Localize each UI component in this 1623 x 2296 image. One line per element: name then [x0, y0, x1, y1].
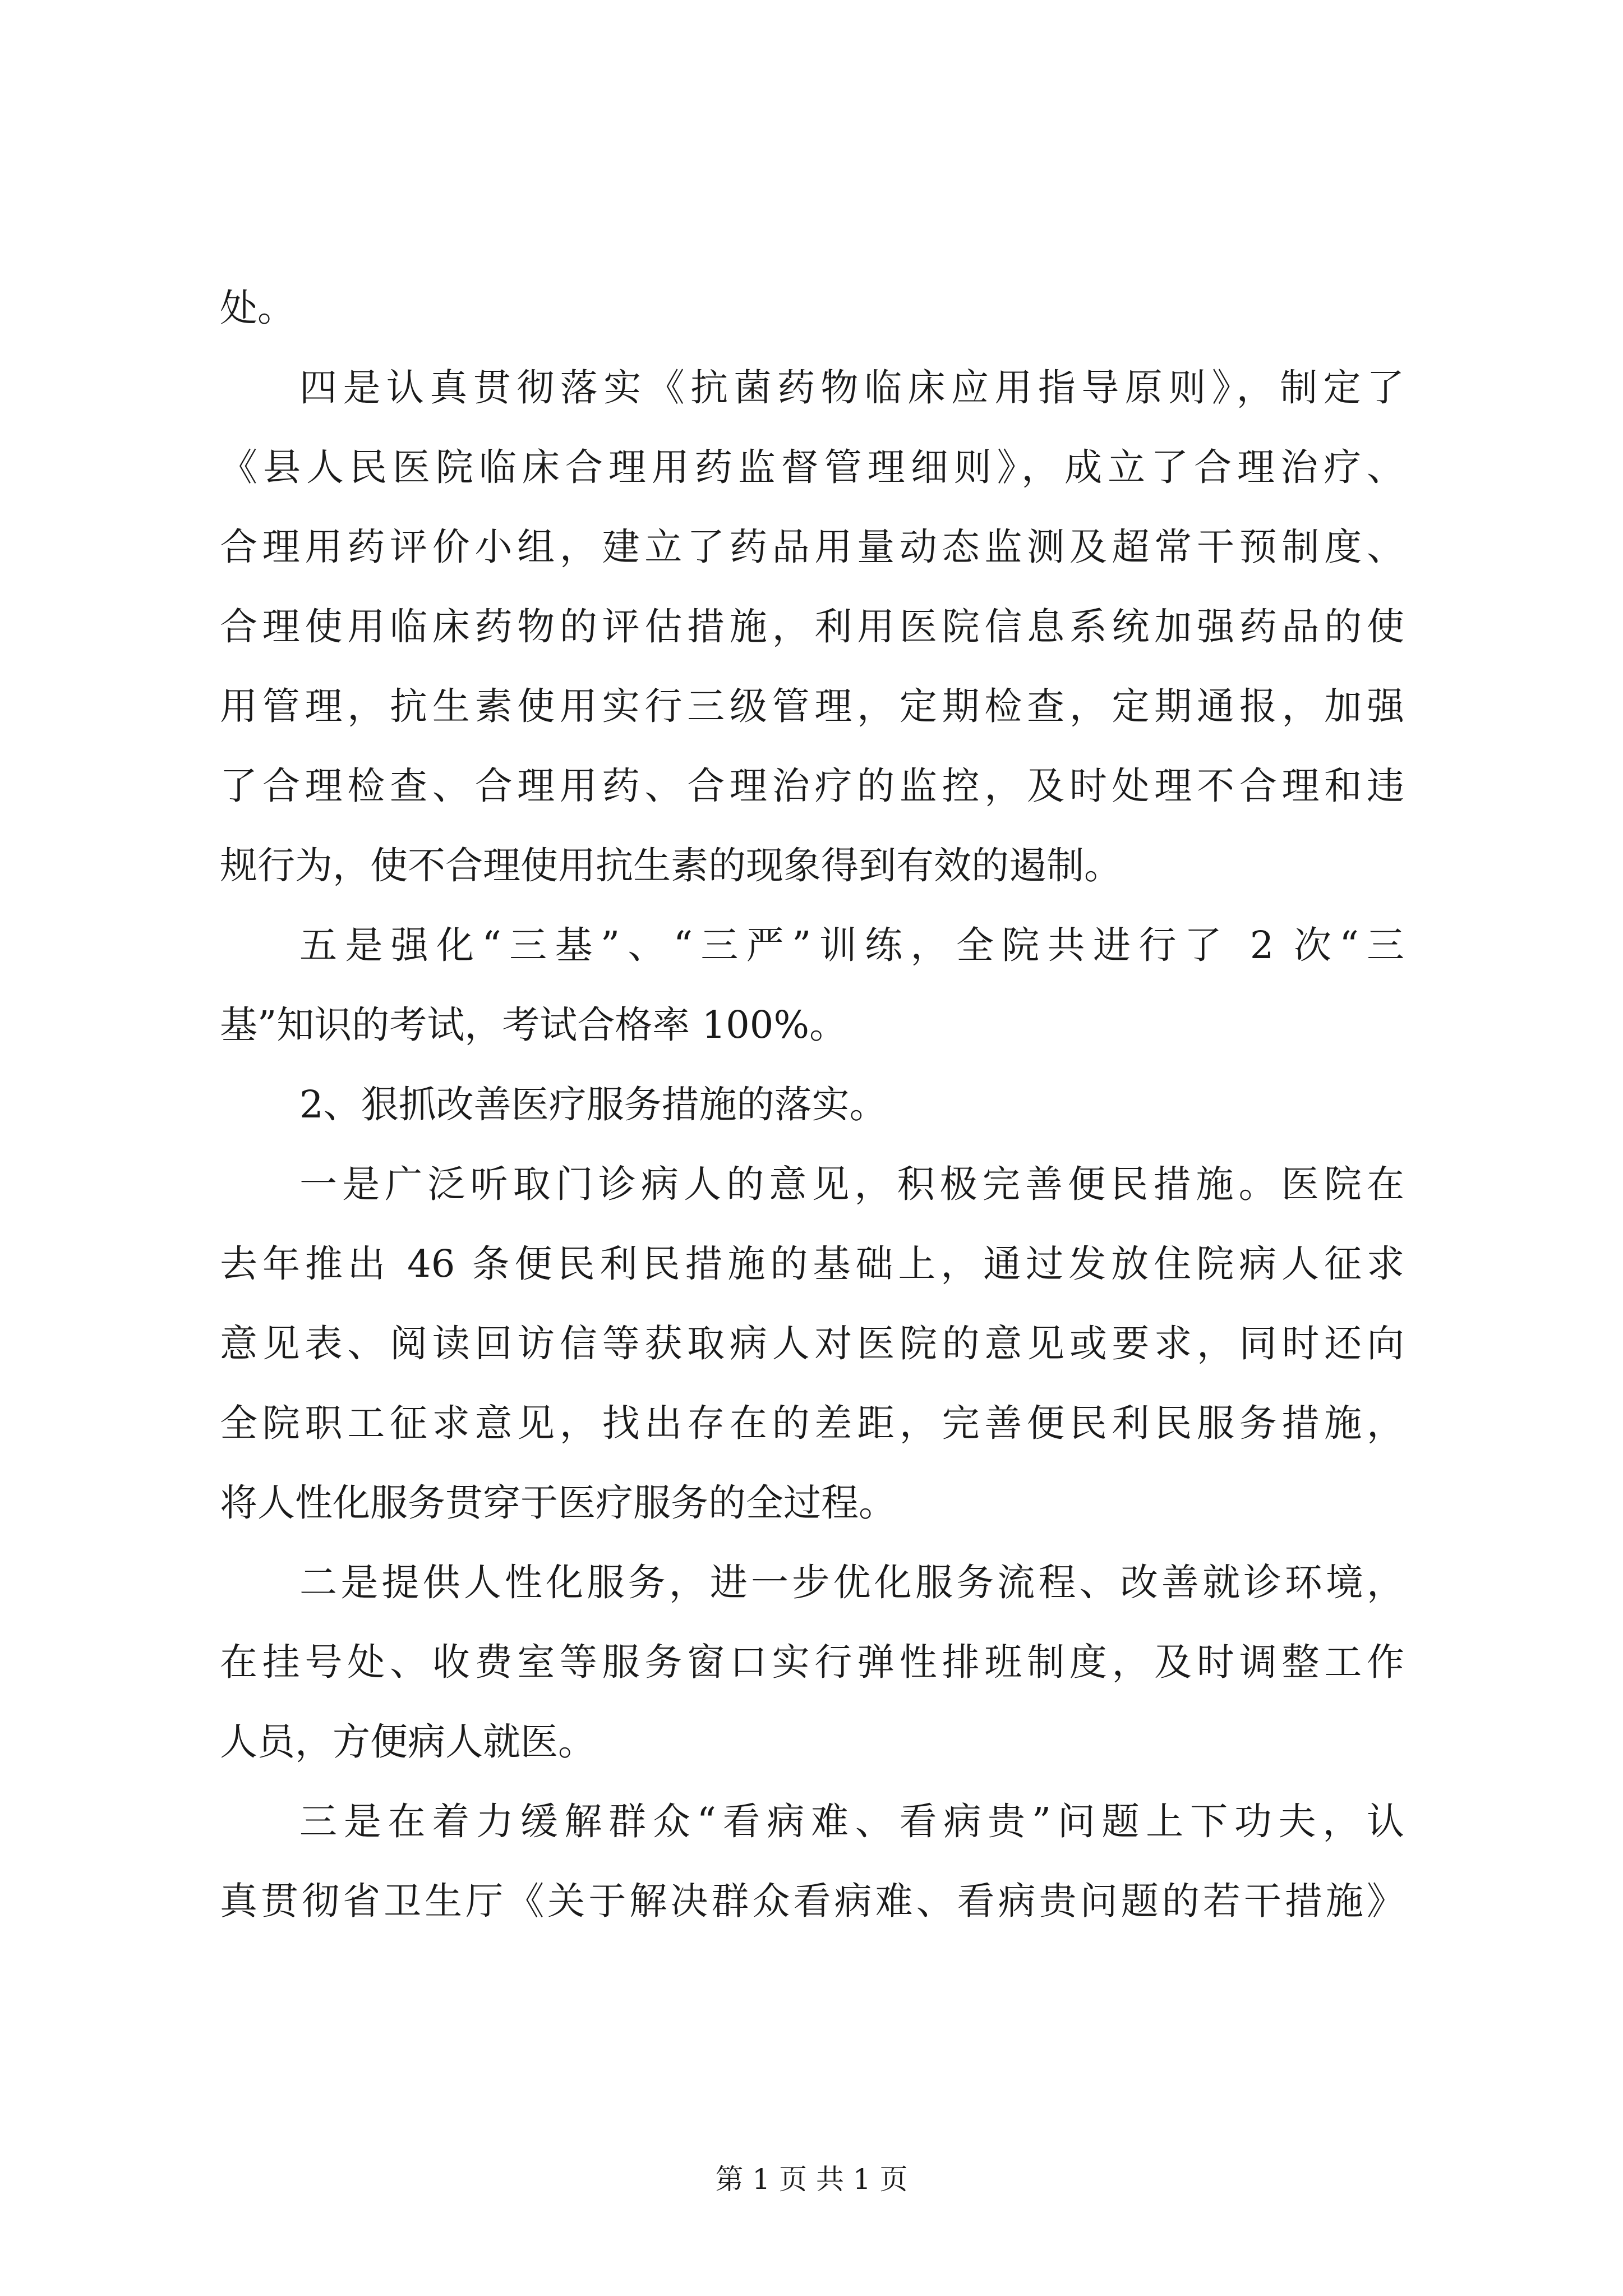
text-line: 去年推出 46 条便民利民措施的基础上，通过发放住院病人征求: [220, 1242, 1404, 1286]
text-line: 三是在着力缓解群众“看病难、看病贵”问题上下功夫，认: [299, 1800, 1404, 1843]
document-body: [220, 268, 1404, 1941]
text-line: 五是强化“三基”、“三严”训练，全院共进行了 2 次“三: [299, 923, 1404, 967]
text-line: 一是广泛听取门诊病人的意见，积极完善便民措施。医院在: [299, 1162, 1404, 1206]
text-line: 合理用药评价小组，建立了药品用量动态监测及超常干预制度、: [220, 525, 1404, 569]
text-line: 了合理检查、合理用药、合理治疗的监控，及时处理不合理和违: [220, 764, 1404, 808]
text-line: 在挂号处、收费室等服务窗口实行弹性排班制度，及时调整工作: [220, 1640, 1404, 1684]
text-line: 用管理，抗生素使用实行三级管理，定期检查，定期通报，加强: [220, 684, 1404, 728]
text-line: 2、狠抓改善医疗服务措施的落实。: [299, 1083, 887, 1126]
text-line: 意见表、阅读回访信等获取病人对医院的意见或要求，同时还向: [220, 1322, 1404, 1365]
text-line: 处。: [220, 286, 295, 330]
text-line: 真贯彻省卫生厅《关于解决群众看病难、看病贵问题的若干措施》: [220, 1879, 1404, 1923]
text-line: 二是提供人性化服务，进一步优化服务流程、改善就诊环境，: [299, 1561, 1404, 1604]
page-footer: 第 1 页 共 1 页: [715, 2163, 908, 2196]
text-line: 规行为，使不合理使用抗生素的现象得到有效的遏制。: [220, 844, 1122, 887]
text-line: 将人性化服务贯穿于医疗服务的全过程。: [220, 1481, 896, 1525]
text-line: 《县人民医院临床合理用药监督管理细则》，成立了合理治疗、: [220, 445, 1404, 489]
text-line: 全院职工征求意见，找出存在的差距，完善便民利民服务措施，: [220, 1401, 1404, 1445]
text-line: 基”知识的考试，考试合格率 100%。: [220, 1003, 847, 1047]
text-line: 人员，方便病人就医。: [220, 1720, 596, 1764]
text-line: 四是认真贯彻落实《抗菌药物临床应用指导原则》，制定了: [299, 366, 1404, 409]
text-line: 合理使用临床药物的评估措施，利用医院信息系统加强药品的使: [220, 605, 1404, 648]
